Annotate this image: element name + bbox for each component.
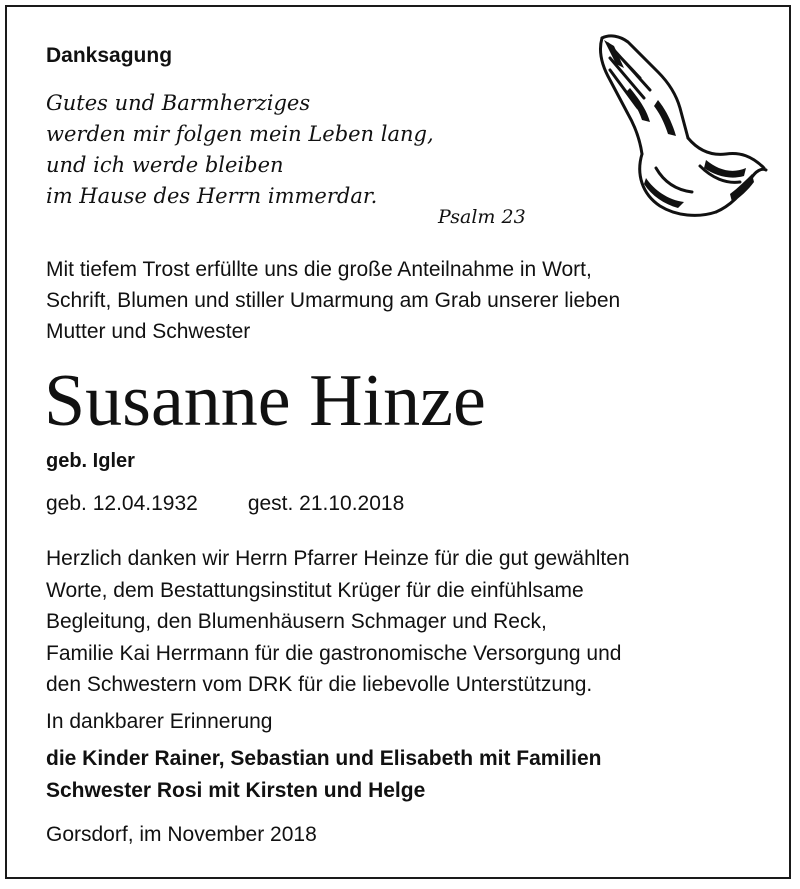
thanks-line: Worte, dem Bestattungsinstitut Krüger für die einfühlsame: [46, 578, 584, 602]
thanks-line: den Schwestern vom DRK für die liebevolle Unterstützung.: [46, 673, 593, 696]
praying-hands-icon: [580, 28, 770, 228]
psalm-line: und ich werde bleiben: [46, 153, 284, 177]
psalm-line: werden mir folgen mein Leben lang,: [46, 122, 434, 146]
deceased-name: Susanne Hinze: [44, 360, 486, 442]
psalm-reference: Psalm 23: [438, 206, 526, 228]
signer-line: die Kinder Rainer, Sebastian und Elisabeth mit Familien: [46, 747, 602, 770]
psalm-quote: [46, 88, 434, 212]
intro-line: Mit tiefem Trost erfüllte uns die große Anteilnahme in Wort,: [46, 258, 592, 281]
thanks-line: Begleitung, den Blumenhäusern Schmager und Reck,: [46, 610, 547, 633]
thanks-line: Herzlich danken wir Herrn Pfarrer Heinze für die gut gewählten: [46, 547, 630, 570]
death-date: gest. 21.10.2018: [247, 492, 405, 515]
notice-heading: Danksagung: [46, 44, 173, 67]
place-date: Gorsdorf, im November 2018: [46, 823, 317, 846]
thanks-paragraph: [46, 543, 630, 701]
signers: [46, 743, 601, 807]
closing-line: In dankbarer Erinnerung: [46, 710, 273, 733]
maiden-name: geb. Igler: [46, 450, 135, 472]
intro-paragraph: [46, 254, 746, 347]
intro-line: Schrift, Blumen und stiller Umarmung am Grab unserer lieben: [46, 289, 621, 312]
thanks-line: Familie Kai Herrmann für die gastronomische Versorgung und: [46, 641, 622, 665]
psalm-line: Gutes und Barmherziges: [46, 91, 311, 115]
signer-line: Schwester Rosi mit Kirsten und Helge: [46, 779, 426, 802]
intro-line: Mutter und Schwester: [46, 320, 251, 343]
life-dates: [46, 492, 404, 516]
birth-date: geb. 12.04.1932: [46, 492, 198, 515]
psalm-line: im Hause des Herrn immerdar.: [46, 184, 378, 208]
